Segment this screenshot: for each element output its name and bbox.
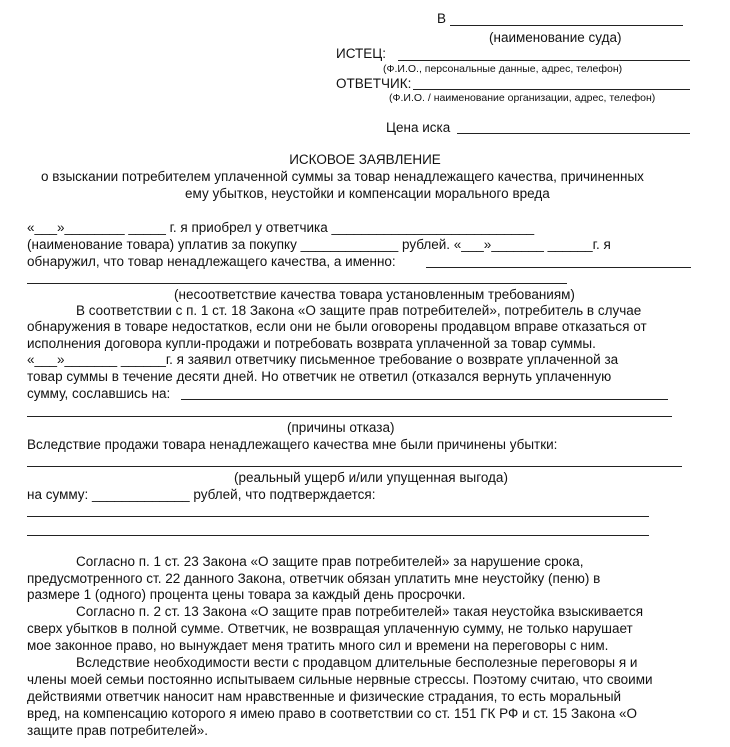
paragraph-5-line-2: сверх убытков в полной сумме. Ответчик, не возвращая уплаченную сумму, не только нарушает bbox=[27, 621, 633, 636]
refusal-field-line-2[interactable] bbox=[27, 416, 672, 417]
paragraph-6-line-2: члены моей семьи постоянно испытываем сильные нервные стрессы. Поэтому считаю, что своими bbox=[27, 672, 653, 687]
refusal-field-line[interactable] bbox=[181, 399, 668, 400]
defect-field-line-2[interactable] bbox=[27, 283, 567, 284]
defect-caption: (несоответствие качества товара установленным требованиям) bbox=[174, 287, 575, 302]
amount-line: на сумму: _____________ рублей, что подтверждается: bbox=[27, 487, 376, 502]
court-field-line[interactable] bbox=[450, 25, 683, 26]
evidence-field-line-2[interactable] bbox=[27, 535, 649, 536]
plaintiff-label: ИСТЕЦ: bbox=[336, 46, 386, 61]
document-subtitle-line-2: ему убытков, неустойки и компенсации морального вреда bbox=[185, 186, 550, 201]
purchase-line: «___»________ _____ г. я приобрел у ответчика ___________________________ bbox=[27, 220, 535, 235]
paragraph-1-line-1: В соответствии с п. 1 ст. 18 Закона «О защите прав потребителей», потребитель в случае bbox=[76, 303, 642, 318]
defendant-caption: (Ф.И.О. / наименование организации, адрес, телефон) bbox=[389, 92, 656, 104]
losses-field-line[interactable] bbox=[27, 466, 682, 467]
defect-field-line[interactable] bbox=[426, 267, 691, 268]
claim-price-field-line[interactable] bbox=[457, 133, 690, 134]
refusal-caption: (причины отказа) bbox=[287, 420, 395, 435]
evidence-field-line-1[interactable] bbox=[27, 516, 649, 517]
defendant-field-line[interactable] bbox=[413, 89, 690, 90]
paragraph-1-line-4: «___»_______ ______г. я заявил ответчику письменное требование о возврате уплаченной за bbox=[27, 352, 619, 367]
paragraph-1-line-3: исполнения договора купли-продажи и потребовать возврата уплаченной за товар суммы. bbox=[27, 336, 596, 351]
defendant-label: ОТВЕТЧИК: bbox=[336, 76, 412, 91]
paragraph-5-line-1: Согласно п. 2 ст. 13 Закона «О защите прав потребителей» такая неустойка взыскивается bbox=[76, 604, 644, 619]
defect-line: обнаружил, что товар ненадлежащего качества, а именно: bbox=[27, 254, 396, 269]
paragraph-5-line-3: мое законное право, но вынуждает меня тратить много сил и времени на переговоры с ним. bbox=[27, 638, 609, 653]
document-title: ИСКОВОЕ ЗАЯВЛЕНИЕ bbox=[289, 152, 441, 167]
paragraph-4-line-2: предусмотренного ст. 22 данного Закона, ответчик обязан уплатить мне неустойку (пеню) в bbox=[27, 571, 601, 586]
court-prefix: В bbox=[437, 11, 447, 26]
paragraph-6-line-4: вред, на компенсацию которого я имею право в соответствии со ст. 151 ГК РФ и ст. 15 Закона «О bbox=[27, 706, 637, 721]
paragraph-6-line-3: действиями ответчик наносит нам нравственные и физические страдания, то есть моральный bbox=[27, 689, 622, 704]
plaintiff-field-line[interactable] bbox=[398, 60, 690, 61]
document-subtitle-line-1: о взыскании потребителем уплаченной суммы за товар ненадлежащего качества, причиненных bbox=[41, 169, 644, 184]
paragraph-4-line-1: Согласно п. 1 ст. 23 Закона «О защите прав потребителей» за нарушение срока, bbox=[76, 554, 584, 569]
paragraph-1-line-5: товар суммы в течение десяти дней. Но ответчик не ответил (отказался вернуть уплаченную bbox=[27, 369, 612, 384]
paragraph-1-line-2: обнаружения в товаре недостатков, если они не были оговорены продавцом вправе отказаться от bbox=[27, 319, 647, 334]
paragraph-6-line-1: Вследствие необходимости вести с продавцом длительные бесполезные переговоры я и bbox=[76, 655, 638, 670]
paragraph-1-line-6: сумму, сославшись на: bbox=[27, 386, 171, 401]
losses-caption: (реальный ущерб и/или упущенная выгода) bbox=[234, 470, 508, 485]
paragraph-6-line-5: защите прав потребителей». bbox=[27, 723, 209, 738]
court-caption: (наименование суда) bbox=[489, 30, 622, 45]
paragraph-4-line-3: размере 1 (одного) процента цены товара за каждый день просрочки. bbox=[27, 587, 466, 602]
losses-line: Вследствие продажи товара ненадлежащего качества мне были причинены убытки: bbox=[27, 437, 558, 452]
plaintiff-caption: (Ф.И.О., персональные данные, адрес, телефон) bbox=[383, 63, 623, 75]
claim-price-label: Цена иска bbox=[386, 120, 451, 135]
payment-line: (наименование товара) уплатив за покупку _____________ рублей. «___»_______ ______г. я bbox=[27, 237, 611, 252]
